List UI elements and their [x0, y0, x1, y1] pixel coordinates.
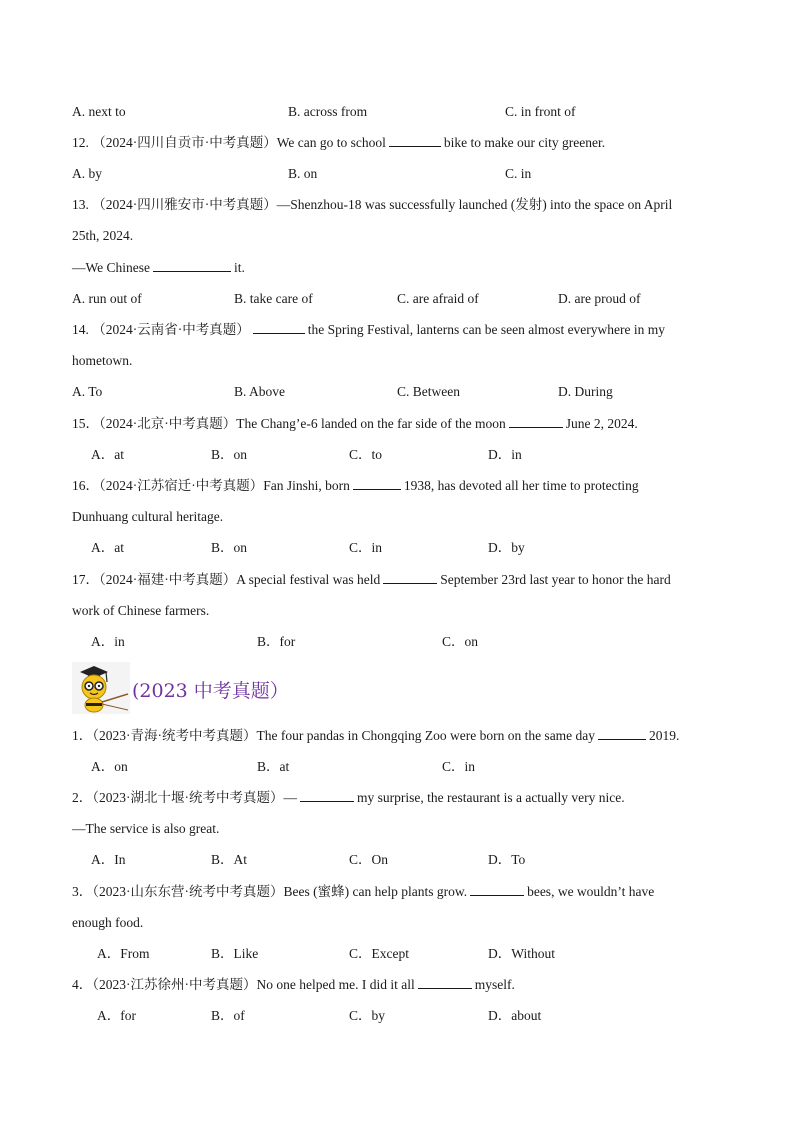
option-b: B. across from	[288, 104, 368, 119]
option-b: B．on	[211, 447, 248, 462]
question-text: 2019.	[649, 728, 680, 743]
question-text: No one helped me. I did it all	[256, 977, 415, 992]
question-source: （2023·江苏徐州·中考真题）	[92, 977, 257, 992]
s2-options	[0, 850, 794, 870]
question-text: September 23rd last year to honor the hard	[440, 572, 671, 587]
question-2023-1	[72, 726, 679, 746]
question-2023-3-line-2: enough food.	[72, 915, 144, 930]
s4-options	[0, 1006, 794, 1026]
section-title: (2023 中考真题）	[132, 680, 289, 702]
option-d: D．about	[488, 1008, 542, 1023]
s1-options	[0, 757, 794, 777]
question-2023-2-line-2: —The service is also great.	[72, 821, 220, 836]
option-d: D. are proud of	[558, 291, 641, 306]
question-13-line-2: 25th, 2024.	[72, 228, 134, 243]
option-c: C．in	[442, 759, 476, 774]
question-number: 13.	[72, 197, 89, 212]
q16-options	[0, 538, 794, 558]
q12-options	[0, 164, 794, 184]
question-source: （2023·青海·统考中考真题）	[92, 728, 257, 743]
option-d: D. During	[558, 384, 613, 399]
question-text: 1938, has devoted all her time to protecting	[403, 478, 639, 493]
answer-blank	[153, 258, 231, 272]
question-text: the Spring Festival, lanterns can be seen almost everywhere in my	[307, 322, 666, 337]
option-a: A．for	[97, 1008, 136, 1023]
option-c: C. in	[505, 166, 532, 181]
question-source: （2024·北京·中考真题）	[99, 416, 237, 431]
question-number: 2．	[72, 790, 93, 805]
question-source: （2024·云南省·中考真题）	[92, 322, 250, 337]
question-text: —	[283, 790, 297, 805]
option-b: B．at	[257, 759, 290, 774]
option-b: B．At	[211, 852, 248, 867]
question-2023-4	[72, 975, 515, 995]
question-text: myself.	[474, 977, 515, 992]
answer-blank	[598, 726, 646, 740]
option-a: A．in	[91, 634, 125, 649]
question-text: bees, we wouldn’t have	[527, 884, 655, 899]
question-source: （2024·福建·中考真题）	[99, 572, 237, 587]
option-d: D．Without	[488, 946, 555, 961]
option-a: A．From	[97, 946, 150, 961]
option-a: A．In	[91, 852, 126, 867]
answer-blank	[470, 882, 524, 896]
question-number: 3．	[72, 884, 93, 899]
q14-options	[0, 382, 794, 402]
answer-blank	[509, 414, 563, 428]
q13-options	[0, 289, 794, 309]
option-a: A. by	[72, 166, 102, 181]
question-source: （2024·江苏宿迁·中考真题）	[99, 478, 264, 493]
q11-options	[0, 102, 794, 122]
question-source: （2024·四川自贡市·中考真题）	[92, 135, 277, 150]
answer-blank	[383, 570, 437, 584]
question-2023-2	[72, 788, 625, 808]
question-text: it.	[234, 260, 245, 275]
question-text: —Shenzhou-18 was successfully launched (发射) into the space on April	[276, 197, 673, 212]
option-d: D．To	[488, 852, 526, 867]
question-12	[72, 133, 605, 153]
option-b: B．for	[257, 634, 296, 649]
section-header	[72, 662, 372, 714]
question-text: Fan Jinshi, born	[263, 478, 350, 493]
option-c: C．Except	[349, 946, 409, 961]
question-number: 12.	[72, 135, 89, 150]
option-c: C．to	[349, 447, 383, 462]
option-c: C．by	[349, 1008, 386, 1023]
answer-blank	[300, 788, 354, 802]
question-13	[72, 195, 672, 215]
option-b: B．on	[211, 540, 248, 555]
option-a: A. To	[72, 384, 103, 399]
question-text: The four pandas in Chongqing Zoo were born on the same day	[256, 728, 596, 743]
option-c: C. Between	[397, 384, 460, 399]
question-text: The Chang’e-6 landed on the far side of the moon	[236, 416, 506, 431]
option-d: D．in	[488, 447, 522, 462]
question-13-line-3	[72, 258, 245, 278]
option-b: B．of	[211, 1008, 245, 1023]
option-a: A．on	[91, 759, 128, 774]
option-c: C. in front of	[505, 104, 576, 119]
question-17	[72, 570, 671, 590]
option-b: B. on	[288, 166, 318, 181]
q15-options	[0, 445, 794, 465]
answer-blank	[353, 476, 401, 490]
option-b: B. Above	[234, 384, 286, 399]
question-text: —We Chinese	[72, 260, 151, 275]
question-number: 1．	[72, 728, 93, 743]
option-c: C. are afraid of	[397, 291, 479, 306]
question-number: 4．	[72, 977, 93, 992]
question-14	[72, 320, 665, 340]
option-c: C．On	[349, 852, 389, 867]
answer-blank	[418, 975, 472, 989]
question-text: A special festival was held	[236, 572, 381, 587]
option-a: A．at	[91, 540, 124, 555]
q17-options	[0, 632, 794, 652]
option-a: A. run out of	[72, 291, 142, 306]
question-source: （2023·山东东营·统考中考真题）	[92, 884, 284, 899]
question-text: June 2, 2024.	[565, 416, 638, 431]
answer-blank	[253, 320, 305, 334]
s3-options	[0, 944, 794, 964]
question-number: 15．	[72, 416, 99, 431]
question-2023-3	[72, 882, 654, 902]
option-a: A. next to	[72, 104, 126, 119]
question-text: Bees (蜜蜂) can help plants grow.	[283, 884, 468, 899]
option-b: B. take care of	[234, 291, 313, 306]
student-mascot-icon	[72, 662, 130, 714]
option-c: C．on	[442, 634, 479, 649]
question-14-line-2: hometown.	[72, 353, 133, 368]
question-source: （2024·四川雅安市·中考真题）	[92, 197, 277, 212]
option-b: B．Like	[211, 946, 259, 961]
question-text: bike to make our city greener.	[443, 135, 606, 150]
answer-blank	[389, 133, 441, 147]
question-number: 14.	[72, 322, 89, 337]
question-15	[72, 414, 638, 434]
option-d: D．by	[488, 540, 525, 555]
option-c: C．in	[349, 540, 383, 555]
question-17-line-2: work of Chinese farmers.	[72, 603, 210, 618]
question-text: my surprise, the restaurant is a actually very nice.	[357, 790, 625, 805]
question-16	[72, 476, 639, 496]
question-source: （2023·湖北十堰·统考中考真题）	[92, 790, 284, 805]
option-a: A．at	[91, 447, 124, 462]
question-text: We can go to school	[276, 135, 386, 150]
question-number: 16．	[72, 478, 99, 493]
question-number: 17．	[72, 572, 99, 587]
question-16-line-2: Dunhuang cultural heritage.	[72, 509, 224, 524]
